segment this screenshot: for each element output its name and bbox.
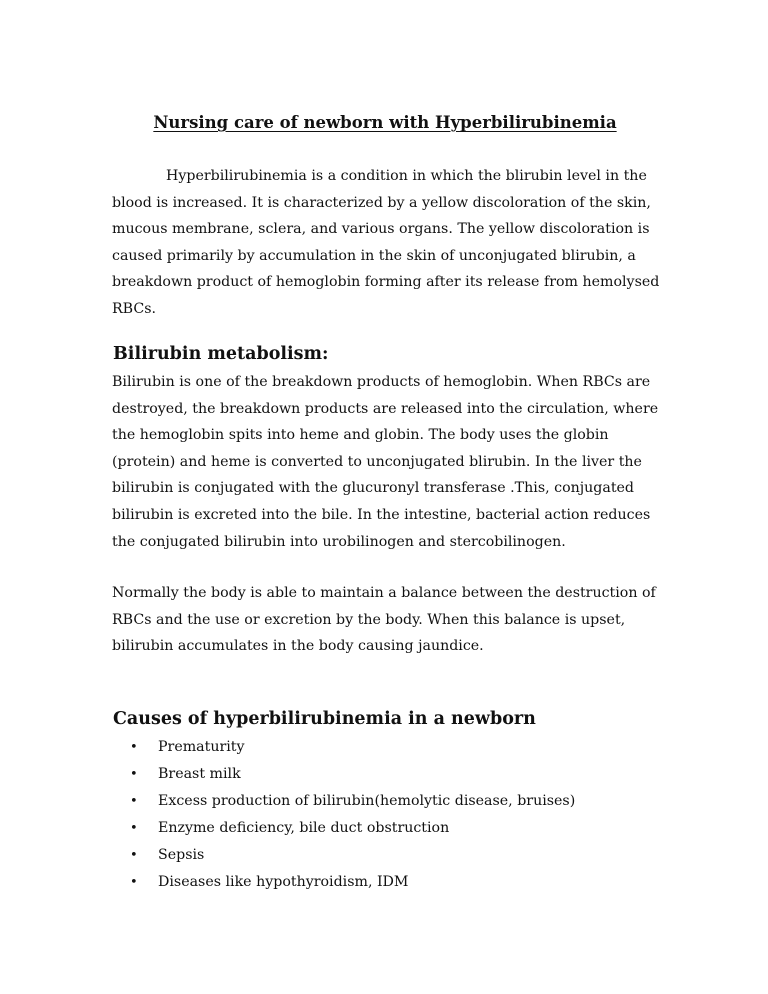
- list-item-text: Excess production of bilirubin(hemolytic disease, bruises): [158, 793, 576, 809]
- bullet-icon: •: [130, 740, 138, 755]
- metabolism-paragraph-2: Normally the body is able to maintain a balance between the destruction of RBCs and the use or excretion by the body. When this balance is upset, bilirubin accumulates in the body causing jaundice.: [112, 585, 656, 655]
- section-heading-causes: Causes of hyperbilirubinemia in a newborn: [113, 709, 536, 729]
- bullet-icon: •: [130, 794, 138, 809]
- list-item-text: Enzyme deficiency, bile duct obstruction: [158, 820, 450, 836]
- list-item: [0, 761, 768, 788]
- bullet-icon: •: [130, 848, 138, 863]
- bullet-icon: •: [130, 767, 138, 782]
- list-item-text: Prematurity: [158, 739, 245, 755]
- bullet-icon: •: [130, 875, 138, 890]
- bullet-icon: •: [130, 821, 138, 836]
- intro-paragraph: Hyperbilirubinemia is a condition in which the blirubin level in the blood is increased. It is characterized by a yellow discoloration of the skin, mucous membrane, sclera, and various organs. The yellow discoloration is caused primarily by accumulation in the skin of unconjugated blirubin, a breakdown product of hemoglobin forming after its release from hemolysed RBCs.: [112, 168, 660, 317]
- causes-list: [0, 734, 768, 896]
- section-heading-bilirubin-metabolism: Bilirubin metabolism:: [113, 344, 329, 364]
- list-item-text: Breast milk: [158, 766, 241, 782]
- document-title: Nursing care of newborn with Hyperbilirubinemia: [153, 113, 617, 132]
- list-item: [0, 788, 768, 815]
- list-item: [0, 869, 768, 896]
- list-item: [0, 842, 768, 869]
- list-item: [0, 815, 768, 842]
- list-item-text: Sepsis: [158, 847, 205, 863]
- list-item-text: Diseases like hypothyroidism, IDM: [158, 874, 409, 890]
- list-item: [0, 734, 768, 761]
- metabolism-paragraph-1: Bilirubin is one of the breakdown products of hemoglobin. When RBCs are destroyed, the breakdown products are released into the circulation, where the hemoglobin spits into heme and globin. The body uses the globin (protein) and heme is converted to unconjugated blirubin. In the liver the bilirubin is conjugated with the glucuronyl transferase .This, conjugated bilirubin is excreted into the bile. In the intestine, bacterial action reduces the conjugated bilirubin into urobilinogen and stercobilinogen.: [112, 374, 659, 550]
